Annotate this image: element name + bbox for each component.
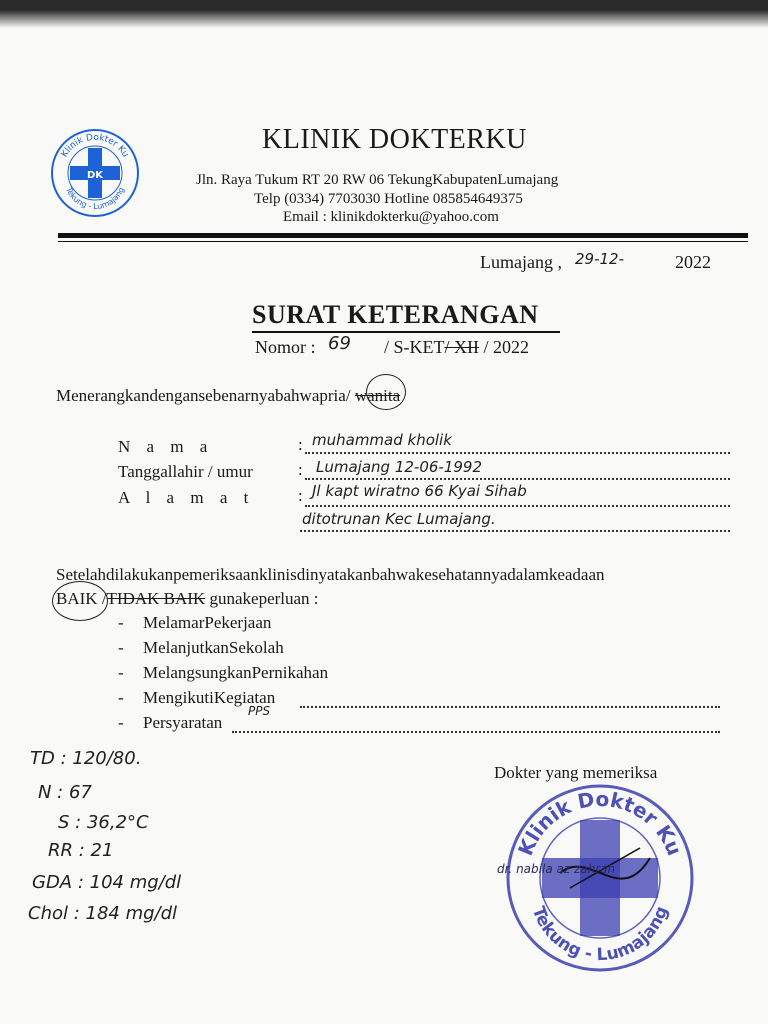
baik-circle-mark <box>52 581 108 621</box>
logo-top-text: Klinik Dokter Ku <box>59 132 131 160</box>
purpose-dash: - <box>118 713 124 732</box>
dateline-place: Lumajang , <box>480 252 562 272</box>
vital-row <box>58 812 149 833</box>
number-value: 69 <box>328 333 351 354</box>
address-colon: : <box>298 486 303 505</box>
purpose-item: Persyaratan <box>143 713 223 732</box>
persyaratan-dotted-line <box>232 731 720 733</box>
statement-text: Menerangkandengansebenarnyabahwa <box>56 386 320 405</box>
vital-label: RR : <box>48 840 85 861</box>
vital-value: 21 <box>90 840 114 861</box>
result-separator: / <box>101 589 107 608</box>
result-circled-baik: BAIK <box>56 589 98 608</box>
vital-row <box>48 840 113 861</box>
vital-value: 184 mg/dl <box>85 903 178 924</box>
clinic-email: Email : klinikdokterku@yahoo.com <box>283 209 499 225</box>
logo-bottom-text: Tekung - Lumajang <box>64 185 127 212</box>
statement-separator: / <box>345 386 351 405</box>
result-line-1: Setelahdilakukanpemeriksaanklinisdinyatakanbahwakesehatannyadalamkeadaan <box>56 565 605 584</box>
birth-colon: : <box>298 460 303 479</box>
name-dotted-line <box>305 452 730 454</box>
birth-dotted-line <box>305 478 730 480</box>
vital-value: 120/80. <box>72 748 142 769</box>
letterhead-divider <box>58 233 748 238</box>
statement-line <box>56 386 400 406</box>
vital-label: TD : <box>30 748 67 769</box>
signature-name: dr. nabila az zahrah <box>497 862 616 876</box>
purpose-item: MelangsungkanPernikahan <box>143 663 329 682</box>
persyaratan-note: PPS <box>248 704 271 718</box>
vital-label: GDA : <box>32 872 84 893</box>
signer-label: Dokter yang memeriksa <box>494 763 658 782</box>
vital-row <box>28 903 177 924</box>
address-dotted-line-1 <box>305 505 730 507</box>
statement-struck-option: wanita <box>354 386 401 405</box>
logo-center-mark: DK <box>86 170 104 181</box>
result-struck-tidak-baik: TIDAK BAIK <box>106 589 206 608</box>
clinic-name: KLINIK DOKTERKU <box>262 124 527 155</box>
vital-label: S : <box>58 812 82 833</box>
name-label: N a m a <box>118 437 214 456</box>
clinic-address: Jln. Raya Tukum RT 20 RW 06 TekungKabupatenLumajang <box>196 172 559 188</box>
name-colon: : <box>298 435 303 454</box>
dateline-year: 2022 <box>675 252 711 272</box>
clinic-stamp <box>500 778 700 978</box>
number-year: / 2022 <box>483 337 530 357</box>
purpose-item: MengikutiKegiatan <box>143 688 276 707</box>
clinic-logo <box>50 128 140 218</box>
name-value: muhammad kholik <box>312 431 452 449</box>
result-suffix: gunakeperluan : <box>209 589 319 608</box>
scan-edge <box>0 0 768 28</box>
vital-value: 36,2°C <box>86 812 149 833</box>
purpose-dash: - <box>118 663 124 682</box>
address-line-1: Jl kapt wiratno 66 Kyai Sihab <box>312 482 527 500</box>
number-struck: / XII <box>444 337 479 357</box>
birth-label: Tanggallahir / umur <box>118 462 253 481</box>
address-line-2: ditotrunan Kec Lumajang. <box>302 510 496 528</box>
stamp-bottom-text: Tekung - Lumajang <box>527 903 673 966</box>
address-dotted-line-2 <box>300 530 730 532</box>
birth-value: Lumajang 12-06-1992 <box>316 458 482 476</box>
number-label: Nomor : <box>255 337 316 357</box>
number-suffix <box>384 337 529 358</box>
vital-row <box>32 872 181 893</box>
document-title: SURAT KETERANGAN <box>252 300 539 329</box>
purpose-item: MelanjutkanSekolah <box>143 638 284 657</box>
pria-circle-mark <box>366 374 406 410</box>
purpose-dash: - <box>118 688 124 707</box>
clinic-phone: Telp (0334) 7703030 Hotline 085854649375 <box>254 191 523 207</box>
dateline-handwritten-date: 29-12- <box>575 250 624 268</box>
title-underline <box>252 331 560 333</box>
vital-row <box>38 782 92 803</box>
purpose-item: MelamarPekerjaan <box>143 613 272 632</box>
purpose-dash: - <box>118 638 124 657</box>
stamp-top-text: Klinik Dokter Ku <box>513 786 687 860</box>
number-mid: / S-KET <box>384 337 445 357</box>
vital-label: Chol : <box>28 903 80 924</box>
purpose-dash: - <box>118 613 124 632</box>
vital-label: N : <box>38 782 64 803</box>
letterhead-divider-thin <box>58 241 748 242</box>
kegiatan-dotted-line <box>300 706 720 708</box>
vital-value: 104 mg/dl <box>89 872 182 893</box>
statement-circled-option: pria <box>319 386 346 405</box>
vital-row <box>30 748 141 769</box>
vital-value: 67 <box>69 782 92 803</box>
address-label: A l a m a t <box>118 488 255 507</box>
